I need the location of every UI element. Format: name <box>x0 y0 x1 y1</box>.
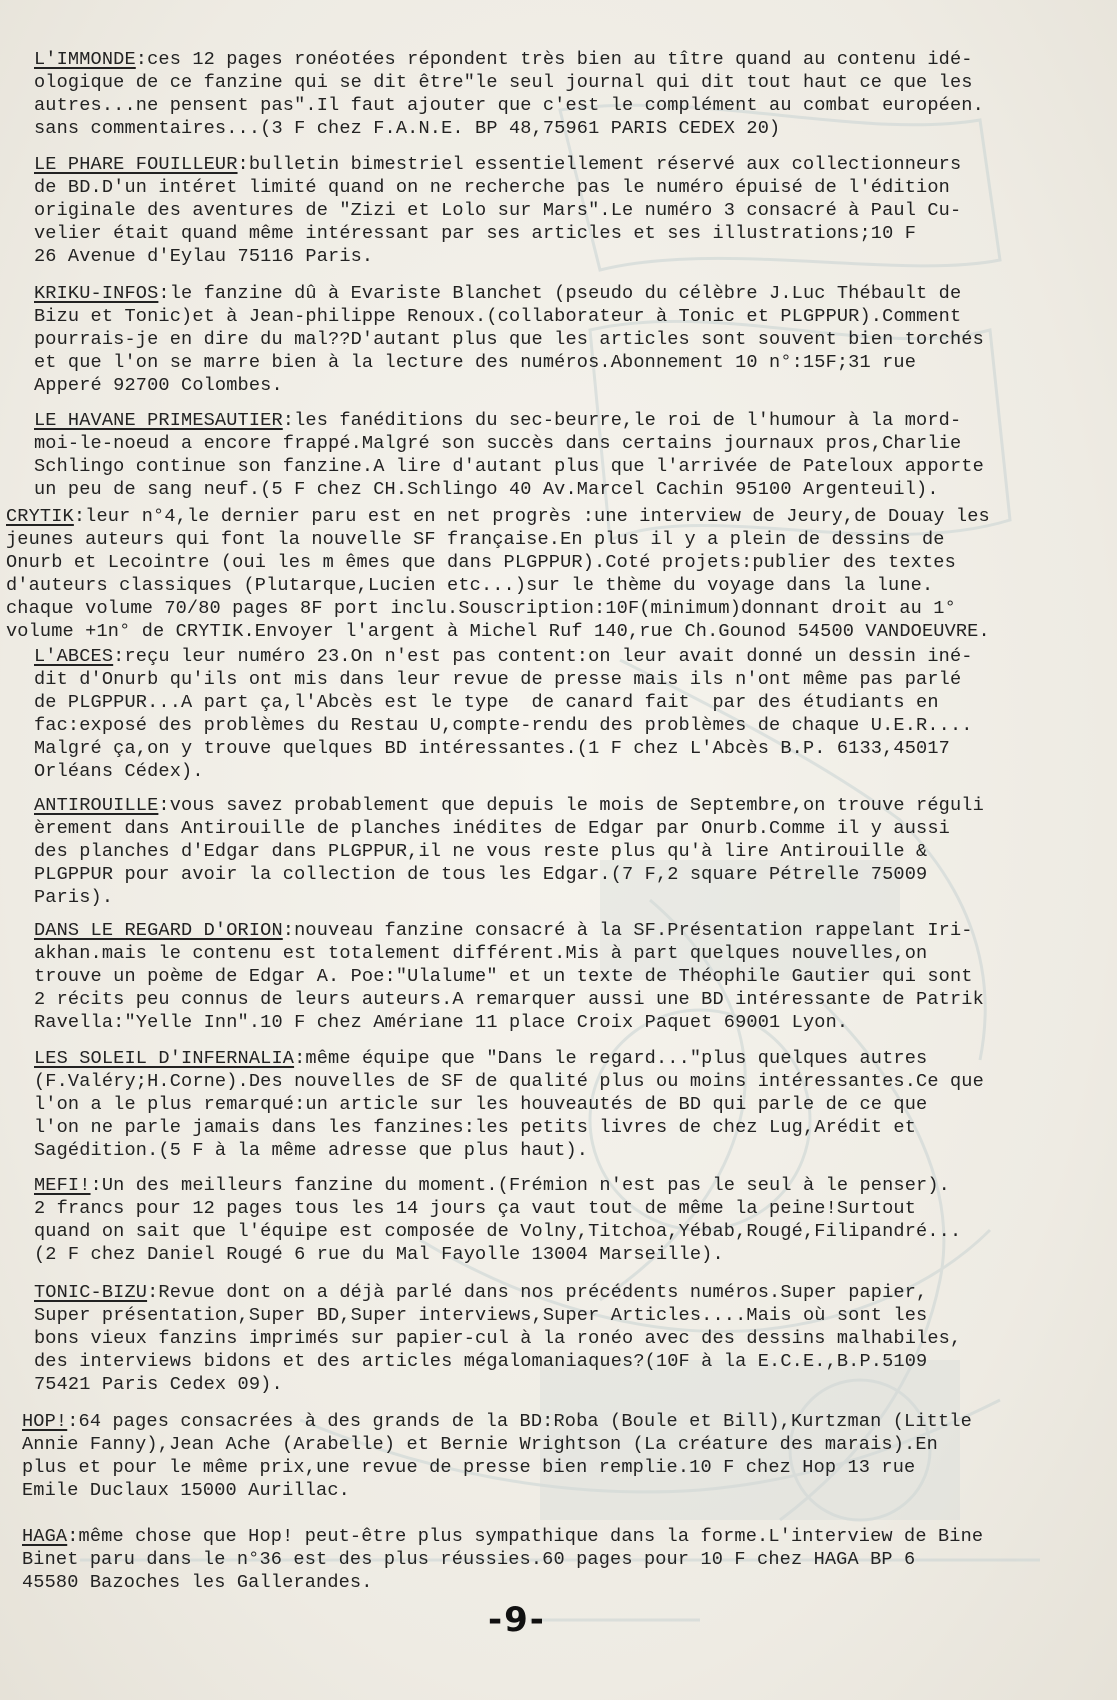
review-line: Apperé 92700 Colombes. <box>34 375 283 396</box>
review-line: d'auteurs classiques (Plutarque,Lucien etc...)sur le thème du voyage dans la lune. <box>6 575 934 596</box>
review-title: ANTIROUILLE <box>34 795 159 816</box>
review-line: des interviews bidons et des articles mégalomaniaques?(10F à la E.C.E.,B.P.5109 <box>34 1351 928 1372</box>
review-line: un peu de sang neuf.(5 F chez CH.Schlingo 40 Av.Marcel Cachin 95100 Argenteuil). <box>34 479 939 500</box>
review-line: sans commentaires...(3 F chez F.A.N.E. BP 48,75961 PARIS CEDEX 20) <box>34 118 781 139</box>
review-line: :vous savez probablement que depuis le mois de Septembre,on trouve réguli <box>158 795 984 816</box>
review-line: Onurb et Lecointre (oui les m êmes que dans PLGPPUR).Coté projets:publier des textes <box>6 552 956 573</box>
review-line: 75421 Paris Cedex 09). <box>34 1374 283 1395</box>
review-line: Emile Duclaux 15000 Aurillac. <box>22 1480 350 1501</box>
review-line: ologique de ce fanzine qui se dit être"le seul journal qui dit tout haut ce que les <box>34 72 973 93</box>
review-antirouille <box>34 794 984 909</box>
review-line: Binet paru dans le n°36 est des plus réussies.60 pages pour 10 F chez HAGA BP 6 <box>22 1549 916 1570</box>
review-abces <box>34 645 973 783</box>
review-line: velier était quand même intéressant par ses articles et ses illustrations;10 F <box>34 223 917 244</box>
review-title: DANS LE REGARD D'ORION <box>34 920 283 941</box>
review-line: :Un des meilleurs fanzine du moment.(Frémion n'est pas le seul à le penser). <box>90 1175 950 1196</box>
review-line: (2 F chez Daniel Rougé 6 rue du Mal Fayolle 13004 Marseille). <box>34 1244 724 1265</box>
review-title: LE HAVANE PRIMESAUTIER <box>34 410 283 431</box>
review-line: 45580 Bazoches les Gallerandes. <box>22 1572 373 1593</box>
review-line: :ces 12 pages ronéotées répondent très bien au tître quand au contenu idé- <box>135 49 973 70</box>
review-title: CRYTIK <box>6 506 74 527</box>
review-line: 2 francs pour 12 pages tous les 14 jours ça vaut tout de même la peine!Surtout <box>34 1198 917 1219</box>
review-title: KRIKU-INFOS <box>34 283 159 304</box>
review-line: de BD.D'un intéret limité quand on ne recherche pas le numéro épuisé de l'édition <box>34 177 950 198</box>
review-line: :nouveau fanzine consacré à la SF.Présentation rappelant Iri- <box>282 920 973 941</box>
review-line: fac:exposé des problèmes du Restau U,compte-rendu des problèmes de chaque U.E.R.... <box>34 715 973 736</box>
review-line: Annie Fanny),Jean Ache (Arabelle) et Bernie Wrightson (La créature des marais).En <box>22 1434 938 1455</box>
review-crytik <box>6 505 990 643</box>
review-line: :même équipe que "Dans le regard..."plus quelques autres <box>294 1048 928 1069</box>
review-line: Sagédition.(5 F à la même adresse que plus haut). <box>34 1140 589 1161</box>
review-line: :même chose que Hop! peut-être plus sympathique dans la forme.L'interview de Bine <box>67 1526 984 1547</box>
review-line: akhan.mais le contenu est totalement différent.Mis à part quelques nouvelles,on <box>34 943 928 964</box>
review-title: LES SOLEIL D'INFERNALIA <box>34 1048 295 1069</box>
review-line: dit d'Onurb qu'ils ont mis dans leur revue de presse mais ils n'ont même pas parlé <box>34 669 962 690</box>
page-number: -9- <box>488 1600 546 1640</box>
review-line: :reçu leur numéro 23.On n'est pas content:on leur avait donné un dessin iné- <box>113 646 973 667</box>
review-line: de PLGPPUR...A part ça,l'Abcès est le type de canard fait par des étudiants en <box>34 692 939 713</box>
review-phare-fouilleur <box>34 153 961 268</box>
review-line: volume +1n° de CRYTIK.Envoyer l'argent à Michel Ruf 140,rue Ch.Gounod 54500 VANDOEUVRE. <box>6 621 990 642</box>
review-line: jeunes auteurs qui font la nouvelle SF française.En plus il y a plein de dessins de <box>6 529 945 550</box>
review-line: Ravella:"Yelle Inn".10 F chez Amériane 11 place Croix Paquet 69001 Lyon. <box>34 1012 849 1033</box>
review-line: :les fanéditions du sec-beurre,le roi de l'humour à la mord- <box>282 410 962 431</box>
review-line: Bizu et Tonic)et à Jean-philippe Renoux.(collaborateur à Tonic et PLGPPUR).Comment <box>34 306 962 327</box>
review-line: chaque volume 70/80 pages 8F port inclu.Souscription:10F(minimum)donnant droit au 1° <box>6 598 956 619</box>
review-line: Schlingo continue son fanzine.A lire d'autant plus que l'arrivée de Pateloux apporte <box>34 456 984 477</box>
review-line: l'on ne parle jamais dans les fanzines:les petits livres de chez Lug,Arédit et <box>34 1117 917 1138</box>
review-line: l'on a le plus remarqué:un article sur les houveautés de BD qui parle de ce que <box>34 1094 928 1115</box>
review-line: moi-le-noeud a encore frappé.Malgré son succès dans certains journaux pros,Charlie <box>34 433 962 454</box>
review-line: originale des aventures de "Zizi et Lolo sur Mars".Le numéro 3 consacré à Paul Cu- <box>34 200 962 221</box>
review-line: :leur n°4,le dernier paru est en net progrès :une interview de Jeury,de Douay les <box>73 506 990 527</box>
review-haga <box>22 1525 983 1594</box>
review-tonic-bizu <box>34 1281 961 1396</box>
review-line: PLGPPUR pour avoir la collection de tous les Edgar.(7 F,2 square Pétrelle 75009 <box>34 864 928 885</box>
review-line: 2 récits peu connus de leurs auteurs.A remarquer aussi une BD intéressante de Patrik <box>34 989 984 1010</box>
review-line: :Revue dont on a déjà parlé dans nos précédents numéros.Super papier, <box>147 1282 928 1303</box>
review-line: èrement dans Antirouille de planches inédites de Edgar par Onurb.Comme il y aussi <box>34 818 950 839</box>
review-title: L'ABCES <box>34 646 114 667</box>
review-line: pourrais-je en dire du mal??D'autant plus que les articles sont souvent bien torchés <box>34 329 984 350</box>
review-havane-primesautier <box>34 409 984 501</box>
review-title: HAGA <box>22 1526 68 1547</box>
review-line: Orléans Cédex). <box>34 761 204 782</box>
review-mefi <box>34 1174 961 1266</box>
review-line: trouve un poème de Edgar A. Poe:"Ulalume" et un texte de Théophile Gautier qui sont <box>34 966 973 987</box>
review-title: HOP! <box>22 1411 68 1432</box>
review-regard-orion <box>34 919 984 1034</box>
review-line: (F.Valéry;H.Corne).Des nouvelles de SF de qualité plus ou moins intéressantes.Ce que <box>34 1071 984 1092</box>
review-soleil-infernalia <box>34 1047 984 1162</box>
review-title: LE PHARE FOUILLEUR <box>34 154 238 175</box>
review-line: 26 Avenue d'Eylau 75116 Paris. <box>34 246 374 267</box>
review-immonde <box>34 48 984 140</box>
review-line: bons vieux fanzins imprimés sur papier-cul à la ronéo avec des dessins malhabiles, <box>34 1328 962 1349</box>
review-line: Super présentation,Super BD,Super interviews,Super Articles....Mais où sont les <box>34 1305 928 1326</box>
review-title: L'IMMONDE <box>34 49 136 70</box>
review-line: :le fanzine dû à Evariste Blanchet (pseudo du célèbre J.Luc Thébault de <box>158 283 962 304</box>
review-title: TONIC-BIZU <box>34 1282 148 1303</box>
review-line: et que l'on se marre bien à la lecture des numéros.Abonnement 10 n°:15F;31 rue <box>34 352 917 373</box>
review-line: quand on sait que l'équipe est composée de Volny,Titchoa,Yébab,Rougé,Filipandré... <box>34 1221 962 1242</box>
review-line: Paris). <box>34 887 114 908</box>
review-line: :bulletin bimestriel essentiellement réservé aux collectionneurs <box>237 154 962 175</box>
review-line: Malgré ça,on y trouve quelques BD intéressantes.(1 F chez L'Abcès B.P. 6133,45017 <box>34 738 950 759</box>
review-line: des planches d'Edgar dans PLGPPUR,il ne vous reste plus qu'à lire Antirouille & <box>34 841 928 862</box>
review-hop <box>22 1410 972 1502</box>
review-line: plus et pour le même prix,une revue de presse bien remplie.10 F chez Hop 13 rue <box>22 1457 916 1478</box>
review-line: autres...ne pensent pas".Il faut ajouter que c'est le complément au combat européen. <box>34 95 984 116</box>
review-line: :64 pages consacrées à des grands de la BD:Roba (Boule et Bill),Kurtzman (Little <box>67 1411 972 1432</box>
review-title: MEFI! <box>34 1175 91 1196</box>
review-kriku-infos <box>34 282 984 397</box>
